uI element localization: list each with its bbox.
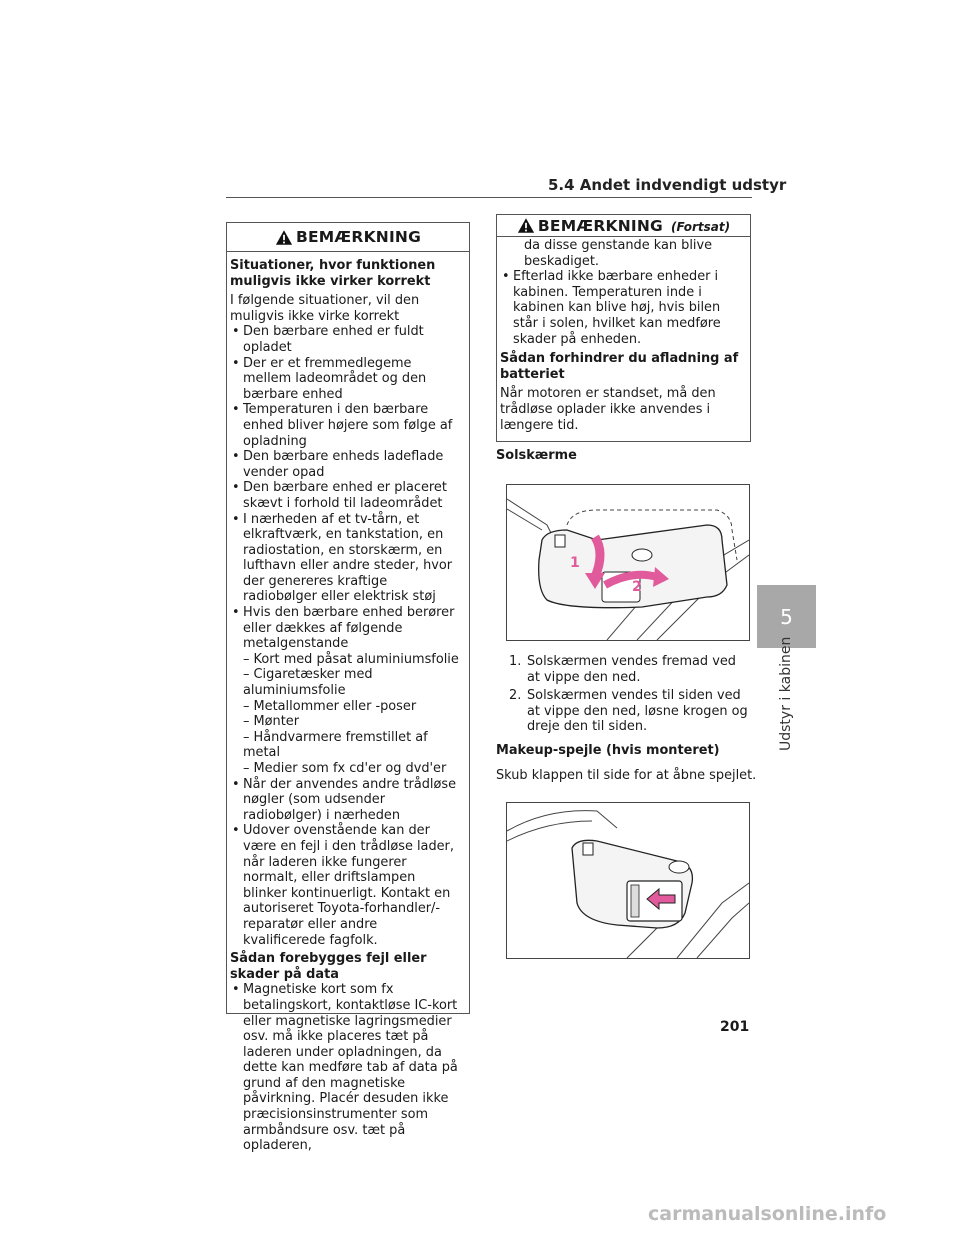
chapter-label: Udstyr i kabinen xyxy=(778,636,794,751)
bullet-list xyxy=(500,269,744,347)
sun-visor-title: Solskærme xyxy=(496,448,577,463)
sub-list xyxy=(243,652,463,777)
warning-icon xyxy=(517,217,535,234)
step-number: 2. xyxy=(509,688,522,704)
step-text: Solskærmen vendes til siden ved at vippe den ned, løsne krogen og dreje den til siden. xyxy=(527,688,748,735)
section-text: Når motoren er standset, må den trådløse oplader ikke anvendes i længere tid. xyxy=(500,386,716,433)
callout-label-1: 1 xyxy=(570,555,580,571)
list-item: • Når der anvendes andre trådløse nøgler (som udsender radiobølger) i nærheden xyxy=(230,777,463,824)
sub-list-item: – Cigaretæsker med aluminiumsfolie xyxy=(243,667,373,699)
continued-label: (Fortsat) xyxy=(670,220,731,234)
list-item: • Magnetiske kort som fx betalingskort, kontaktløse IC-kort eller magnetiske lagringsmedier osv. må ikke placeres tæt på laderen under opladningen, da dette kan medføre tab af data på grund af den magnetiske påvirkning. Placér desuden ikke præcisionsinstrumenter som armbåndsure osv. tæt på opladeren, xyxy=(230,982,463,1154)
chapter-label-wrap xyxy=(766,636,806,761)
list-item: • Udover ovenstående kan der være en fejl i den trådløse lader, når laderen ikke fungerer normalt, eller driftslampen blinker kontinuerligt. Kontakt en autoriseret Toyota-forhandler/-reparatør eller andre kvalificerede fagfolk. xyxy=(230,823,463,948)
notice-box-left xyxy=(226,222,470,1154)
section-title: Sådan forebygges fejl eller skader på data xyxy=(230,951,427,982)
sub-list-item: – Håndvarmere fremstillet af metal xyxy=(243,729,428,761)
mirror-text: Skub klappen til side for at åbne spejlet. xyxy=(496,768,757,783)
list-item: • Efterlad ikke bærbare enheder i kabinen. Temperaturen inde i kabinen kan blive høj, hvis bilen står i solen, hvilket kan medføre skader på enheden. xyxy=(500,269,744,347)
sub-list-item: – Kort med påsat aluminiumsfolie xyxy=(243,651,459,667)
section-title: Sådan forhindrer du afladning af batteriet xyxy=(500,351,739,382)
bullet-list xyxy=(230,982,463,1154)
section-title: Situationer, hvor funktionen muligvis ikke virker korrekt xyxy=(230,258,436,289)
sub-list-item: – Mønter xyxy=(243,714,300,730)
notice-body-right xyxy=(497,237,750,433)
sub-list-item: – Medier som fx cd'er og dvd'er xyxy=(243,761,447,776)
step-number: 1. xyxy=(509,654,522,669)
chapter-number: 5 xyxy=(780,604,793,629)
sub-list-item: – Metallommer eller -poser xyxy=(243,698,417,714)
list-item: • Der er et fremmedlegeme mellem ladeområdet og den bærbare enhed xyxy=(230,356,463,403)
notice-heading: BEMÆRKNING xyxy=(537,216,663,235)
section-intro: I følgende situationer, vil den muligvis ikke virke korrekt xyxy=(230,293,420,324)
list-item: • I nærheden af et tv-tårn, et elkraftværk, en tankstation, en radiostation, en storskærm, en lufthavn eller andre steder, hvor der genereres kraftige radiobølger eller elektrisk støj xyxy=(230,512,463,606)
continued-text: da disse genstande kan blive beskadiget. xyxy=(524,238,713,269)
list-item: • Den bærbare enheds ladeflade vender opad xyxy=(230,449,463,480)
section-header: 5.4 Andet indvendigt udstyr xyxy=(548,176,787,194)
list-item-text: Hvis den bærbare enhed berører eller dækkes af følgende metalgenstande xyxy=(243,605,455,652)
header-rule xyxy=(226,197,752,198)
bullet-list xyxy=(230,324,463,948)
step-item xyxy=(509,688,749,735)
notice-heading: BEMÆRKNING xyxy=(295,228,422,246)
list-item: • Temperaturen i den bærbare enhed bliver højere som følge af opladning xyxy=(230,402,463,449)
step-item xyxy=(509,654,749,685)
notice-body-left xyxy=(227,252,469,1154)
notice-heading-bar xyxy=(227,223,469,252)
sun-visor-figure xyxy=(506,484,750,641)
list-item: • Den bærbare enhed er fuldt opladet xyxy=(230,324,463,355)
list-item xyxy=(230,605,463,777)
sun-visor-illustration xyxy=(507,485,749,640)
mirror-title: Makeup-spejle (hvis monteret) xyxy=(496,743,720,758)
page-number: 201 xyxy=(720,1019,750,1035)
callout-label-2: 2 xyxy=(632,579,642,595)
notice-heading-bar xyxy=(497,215,750,237)
sun-visor-steps xyxy=(509,654,749,738)
list-item: • Den bærbare enhed er placeret skævt i forhold til ladeområdet xyxy=(230,480,463,511)
step-text: Solskærmen vendes fremad ved at vippe den ned. xyxy=(527,654,736,685)
mirror-illustration xyxy=(507,803,749,958)
watermark: carmanualsonline.info xyxy=(648,1203,887,1225)
warning-icon xyxy=(275,229,293,246)
mirror-figure xyxy=(506,802,750,959)
notice-box-right xyxy=(496,214,751,442)
